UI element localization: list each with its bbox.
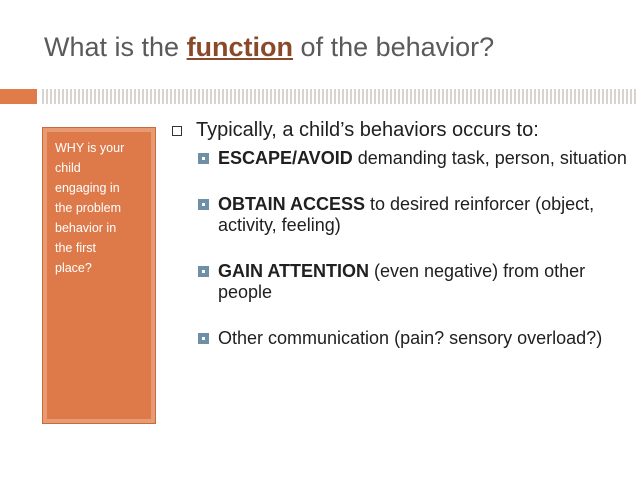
filled-square-bullet-icon xyxy=(198,333,209,344)
sub-bullet-attention xyxy=(170,261,630,303)
sub-bullet-text: (even negative) from other people xyxy=(218,261,586,302)
sub-bullet-text: to desired reinforcer (object, activity, feeling) xyxy=(218,194,595,235)
main-bullet xyxy=(170,118,630,142)
main-bullet-text: Typically, a child’s behaviors occurs to: xyxy=(196,119,539,141)
sub-bullet-bold: ESCAPE/AVOID xyxy=(218,148,353,168)
sub-bullet-other xyxy=(170,328,630,349)
filled-square-bullet-icon xyxy=(198,199,209,210)
why-callout-box xyxy=(42,127,156,424)
slide-title xyxy=(44,32,494,63)
filled-square-bullet-icon xyxy=(198,153,209,164)
sub-bullet-bold: OBTAIN ACCESS xyxy=(218,194,366,214)
filled-square-bullet-icon xyxy=(198,266,209,277)
title-accent-block xyxy=(0,89,37,104)
sub-bullet-text: Other communication (pain? sensory overload?) xyxy=(218,328,603,348)
sub-bullet-escape xyxy=(170,148,630,169)
sub-bullet-obtain xyxy=(170,194,630,236)
why-callout-text: WHY is your child engaging in the problem behavior in the first place? xyxy=(55,141,125,275)
title-emphasis: function xyxy=(186,32,294,62)
title-divider xyxy=(42,89,638,104)
square-bullet-icon xyxy=(172,126,182,136)
main-bullet-list xyxy=(170,118,630,349)
sub-bullet-text: demanding task, person, situation xyxy=(352,148,627,168)
title-prefix: What is the xyxy=(44,32,187,62)
title-suffix: of the behavior? xyxy=(293,32,495,62)
sub-bullet-bold: GAIN ATTENTION xyxy=(218,261,369,281)
